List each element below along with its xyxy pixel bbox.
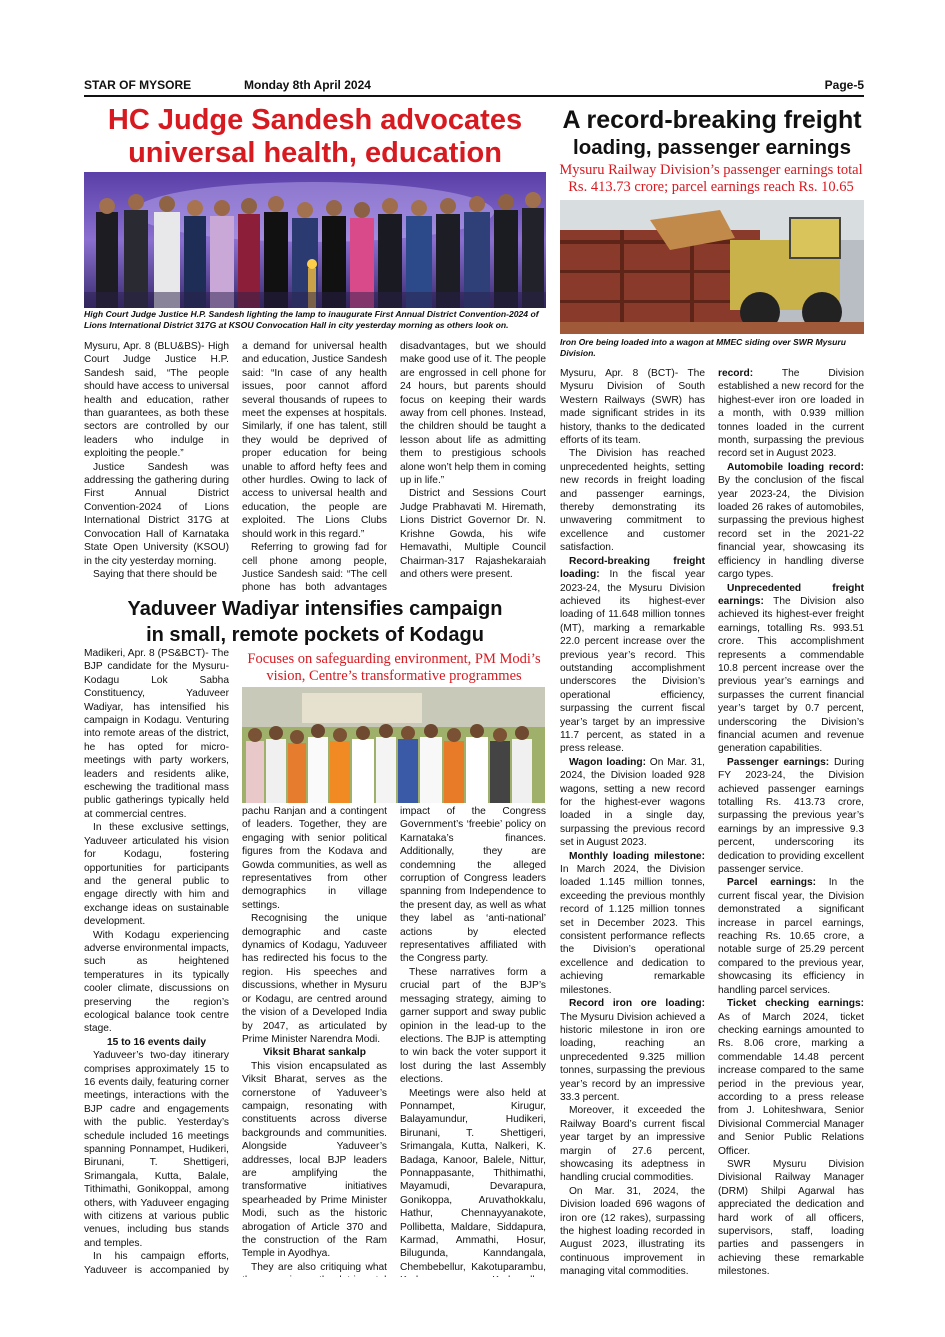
story2-column-3 [400, 805, 546, 1277]
story3-photo [560, 200, 864, 334]
story3-subhead: Unprecedented freight earnings: [718, 582, 864, 607]
story3-body-text: The Mysuru Division achieved a historic milestone in iron ore loading, reaching an unprecedented 9.325 million tonnes, surpassing the previous year’s record by an impressive 33.3 percent. [560, 1011, 705, 1103]
story3-paragraph [718, 876, 864, 997]
story3-paragraph [560, 367, 705, 447]
story3-body-text: On Mar. 31, 2024, the Division loaded 696 wagons of iron ore (12 rakes), surpassing the highest loading recorded in August 2023, illustrating its continuous improvement in managing vital commodities. [560, 1185, 705, 1278]
story2-headline-line1: Yaduveer Wadiyar intensifies campaign [127, 598, 503, 620]
story2-col1-para: With Kodagu experiencing adverse environmental impacts, such as heightened temperatures in its typically cooler climate, discussions on preserving the region’s ecological balance took centre stage. [84, 929, 229, 1035]
story1-column-1 [84, 340, 229, 592]
story3-column-1 [560, 367, 705, 1279]
story2-col3-para: Meetings were also held at Ponnampet, Kirugur, Balayamundur, Hudikeri, Birunani, T. Shettigeri, Srimangala, Kutta, Nalkeri, K. Badaga, Kanoor, Balele, Nittur, Ponnappasante, Thithimathi, Mayamudi, Devarapura, Gonikoppa, Aruvathokkalu, Hathur, Chennayyanakote, Pollibetta, Maldare, Siddapura, Karmad, Ammathi, Hosur, Bilugunda, Kanndangala, Chembebellur, Kakotuparambu, [400, 1087, 546, 1273]
story1-headline-line2: universal health, education [128, 137, 502, 169]
story1-col1-para: Mysuru, Apr. 8 (BLU&BS)- High Court Judge Justice H.P. Sandesh said, “The people should have access to universal health and education, rather than guarantees, as both these sectors are controlled by our leaders who indulge in exploiting the people.” [84, 341, 229, 460]
story3-paragraph [560, 1104, 705, 1184]
story2-photo [242, 687, 545, 803]
story3-subhead: Ticket checking earnings: [727, 998, 864, 1010]
story2-col2-para: They are also critiquing what [251, 1261, 387, 1273]
story2-headline [80, 596, 550, 648]
story2-col1-para: In his campaign efforts, Yaduveer is accompanied by [84, 1251, 229, 1276]
story2-col2-para: pachu Ranjan and a contingent of leaders. Together, they are engaging with senior political figures from the Kodava and Gowda communities, as well as representatives from other demographics in village settings. [242, 806, 387, 911]
story2-col2-para: Recognising the unique demographic and caste dynamics of Kodagu, Yaduveer has redirected his focus to the region. His speeches and discussions, whether in Mysuru or Kodagu, are centred around the vision of a Developed India by 2047, as articulated by Prime Minister Narendra Modi. [242, 913, 387, 1045]
story3-subhead: Automobile loading record: [727, 461, 864, 473]
story3-body-text: In the current fiscal year, the Division demonstrated a significant increase in parcel earnings, reaching Rs. 10.65 crore, a notable surge of 25.29 percent compared to the previous year, showcasing its efficiency in handling parcel services. [718, 877, 864, 996]
story3-paragraph [718, 582, 864, 756]
story2-col3-para: impact of the Congress Government’s ‘freebie’ policy on Karnataka’s finances. Additionally, they are condemning the alleged corruption of Congress leaders spanning from Independence to the present day, as well as what they label as ‘anti-national’ actions by elected representatives affiliated with the Congress party. [400, 806, 546, 965]
story3-body-text: On Mar. 31, 2024, the Division loaded 928 wagons, setting a new record for the highest-ever wagons loaded in a single day, surpassing the previous record set in August 2023. [560, 756, 705, 849]
story3-paragraph [560, 756, 705, 850]
story3-subhead: record: [718, 368, 754, 379]
story1-column-2 [242, 340, 387, 592]
story3-paragraph [718, 1158, 864, 1279]
story1-column-3 [400, 340, 546, 592]
story3-body-text: By the conclusion of the fiscal year 2023-24, the Division loaded 26 rakes of automobiles, surpassing the previous highest record set in the 2021-22 financial year, showcasing its efficiency in handling diverse cargo types. [718, 475, 864, 581]
story3-deck: Mysuru Railway Division’s passenger earnings total Rs. 413.73 crore; parcel earnings reach Rs. 10.65 [559, 162, 863, 195]
story1-caption: High Court Judge Justice H.P. Sandesh lighting the lamp to inaugurate First Annual District Convention-2024 of Lions International District 317G at KSOU Convocation Hall in city yesterday morning as others look on. [84, 309, 539, 330]
story3-body-text: The Division established a new record for the highest-ever iron ore loaded in a month, with 0.939 million tonnes loaded in the current month, surpassing the previous record set in August 2023. [718, 368, 864, 460]
page-header [84, 78, 864, 94]
story2-column-2 [242, 805, 387, 1277]
story3-body-text: As of March 2024, ticket checking earnings amounted to Rs. 8.06 crore, marking a commendable 14.48 percent increase compared to the same period in the previous year, according to a press release from J. Lohiteshwara, Senior Divisional Commercial Manager and Senior Public Relations Officer. [718, 1011, 864, 1157]
story3-body-text: In March 2024, the Division loaded 1.145 million tonnes, exceeding the previous monthly record of 1.125 million tonnes set in December 2023. This consistent performance reflects the Division’s operational excellence and dedication to achieving remarkable milestones. [560, 864, 705, 996]
story3-paragraph [560, 447, 705, 554]
newspaper-name: STAR OF MYSORE [84, 78, 192, 92]
story2-col2-para: This vision encapsulated as Viksit Bharat, serves as the cornerstone of Yaduveer’s campaign, resonating with constituents across diverse backgrounds and communities. Alongside Yaduveer’s addresses, local BJP leaders are amplifying the transformative initiatives spearheaded by Prime Minister Modi, such as the historic abrogation of Article 370 and the construction of the Ram Temple in Ayodhya. [242, 1060, 387, 1260]
story3-paragraph [560, 850, 705, 997]
story2-headline-line2: in small, remote pockets of Kodagu [146, 624, 484, 646]
header-rule [84, 95, 864, 97]
story3-subhead: Passenger earnings: [727, 756, 830, 768]
story3-paragraph [560, 997, 705, 1104]
story1-headline [80, 104, 550, 170]
story3-subhead: Record iron ore loading: [569, 998, 705, 1010]
story2-col3-para: These narratives form a crucial part of the BJP’s messaging strategy, aiming to garner support and sway public opinion in the lead-up to the elections. The BJP is attempting to win back the voter support it lost during the last Assembly elections. [400, 966, 546, 1086]
story1-col3-para: disadvantages, but we should make good use of it. The people are engrossed in cell phone for 24 hours, but parents should focus on keeping their wards away from cell phones. Instead, the children should be taught a lesson about life as admitting them to prestigious schools alone won’t help them in coming up in life.” [400, 341, 546, 487]
story3-paragraph [718, 756, 864, 877]
story3-body-text: Mysuru, Apr. 8 (BCT)- The Mysuru Division of South Western Railways (SWR) has made significant strides in its history, thanks to the dedicated efforts of its team. [560, 368, 705, 447]
story3-paragraph [560, 555, 705, 756]
story3-subhead: Wagon loading: [569, 756, 646, 768]
story1-col1-para: Saying that there should be [93, 568, 218, 580]
story1-col2-para: Referring to growing fad for cell phone among people, Justice Sandesh said: “The cell phone has both advantages [242, 542, 387, 592]
story3-column-2 [718, 367, 864, 1279]
story2-col1-para: Madikeri, Apr. 8 (PS&BCT)- The BJP candidate for the Mysuru-Kodagu Lok Sabha Constituency, Yaduveer Wadiyar, has intensified his campaign in Kodagu. Venturing into remote areas of the district, he has opted for micro-meetings with party workers, leaders and residents alike, eschewing the traditional mass public gatherings typically held at commercial centres. [84, 648, 229, 820]
story2-subhead-2: Viksit Bharat sankalp [263, 1047, 366, 1059]
story3-paragraph [718, 997, 864, 1158]
story3-paragraph [718, 367, 864, 461]
story2-subhead-1: 15 to 16 events daily [106, 1036, 207, 1048]
story2-col1-para: Yaduveer’s two-day itinerary comprises approximately 15 to 16 events daily, featuring corner meetings, interactions with the BJP cadre and engagements with the public. Yesterday’s schedule included 16 meetings spanning Ponnampet, Hudikeri, Birunani, T. Shettigeri, Srimangala, Kutta, Balale, Tithimathi, Gonikoppal, among others, with Yaduveer engaging with citizens at various public venues, including bus stands and temples. [84, 1050, 229, 1249]
story1-col2-para: a demand for universal health and education, Justice Sandesh said: “In case of any health issues, poor cannot afford several thousands of rupees to meet the expenses at hospitals. Similarly, if one has talent, still they would be deprived of proper education for being unable to afford hefty fees and other hurdles. Owing to lack of access to universal health and education, the people are exploited. The Lions Clubs should work in this regard.” [242, 341, 387, 540]
issue-date: Monday 8th April 2024 [244, 78, 371, 92]
story3-headline-line1: A record-breaking freight [562, 106, 862, 134]
story3-body-text: The Division also achieved its highest-ever freight earnings, totalling Rs. 993.51 crore. This accomplishment represents a commendable 10.8 percent increase over the previous year’s earnings and surpasses the current financial year’s target by 0.7 percent, underscoring the Division’s financial acumen and revenue generation capabilities. [718, 595, 864, 755]
story3-body-text: In the fiscal year 2023-24, the Mysuru Division achieved its highest-ever loading of 11.648 million tonnes (MT), marking a remarkable 22.0 percent increase over the previous year’s record. This outstanding accomplishment underscores the Division’s operational efficiency, surpassing the current fiscal year’s target by an impressive 11.7 percent, as stated in a press release. [560, 569, 705, 755]
story3-headline [556, 106, 868, 161]
story1-headline-line1: HC Judge Sandesh advocates [107, 104, 523, 136]
story2-column-1 [84, 647, 229, 1277]
story1-photo [84, 172, 546, 308]
page-number: Page-5 [824, 78, 864, 92]
story3-body-text: Moreover, it exceeded the Railway Board’s current fiscal year target by an impressive margin of 27.6 percent, showcasing its adeptness in handling crucial commodities. [560, 1105, 705, 1184]
story2-deck: Focuses on safeguarding environment, PM Modi’s vision, Centre’s transformative programmes [247, 651, 541, 684]
story1-col3-para: District and Sessions Court Judge Prabhavati M. Hiremath, Lions District Governor Dr. N. Krishne Gowda, his wife Hemavathi, Multiple Council Chairman-317 Rajashekaraiah and others were present. [400, 488, 546, 580]
story3-paragraph [718, 461, 864, 582]
story3-headline-line2: loading, passenger earnings [573, 136, 851, 159]
story1-col1-para: Justice Sandesh was addressing the gathering during First Annual District Convention-2024 of Lions International District 317G at Convocation Hall of Karnataka State Open University (KSOU) in the city yesterday morning. [84, 461, 229, 567]
story3-subhead: Record-breaking freight loading: [560, 555, 705, 581]
story3-subhead: Parcel earnings: [727, 877, 817, 889]
story3-paragraph [560, 1185, 705, 1279]
story3-caption: Iron Ore being loaded into a wagon at MMEC siding over SWR Mysuru Division. [560, 337, 847, 358]
story2-col1-para: In these exclusive settings, Yaduveer articulated his vision for Kodagu, fostering opportunities for participants and the general public to engage directly with him and exchange ideas on sustainable development. [84, 822, 229, 928]
story3-subhead: Monthly loading milestone: [569, 850, 705, 862]
story3-body-text: SWR Mysuru Division Divisional Railway Manager (DRM) Shilpi Agarwal has appreciated the dedication and hard work of all officers, supervisors, staff, loading parties and passengers in achieving these remarkable milestones. [718, 1158, 864, 1278]
story3-body-text: During FY 2023-24, the Division achieved passenger earnings totalling Rs. 413.73 crore, surpassing the previous year’s earnings by an impressive 9.3 percent, underscoring its dedication to providing excellent passenger service. [718, 756, 864, 876]
story3-body-text: The Division has reached unprecedented heights, setting new records in freight loading and passenger earnings, thereby demonstrating its unwavering commitment to excellence and customer satisfaction. [560, 448, 705, 554]
